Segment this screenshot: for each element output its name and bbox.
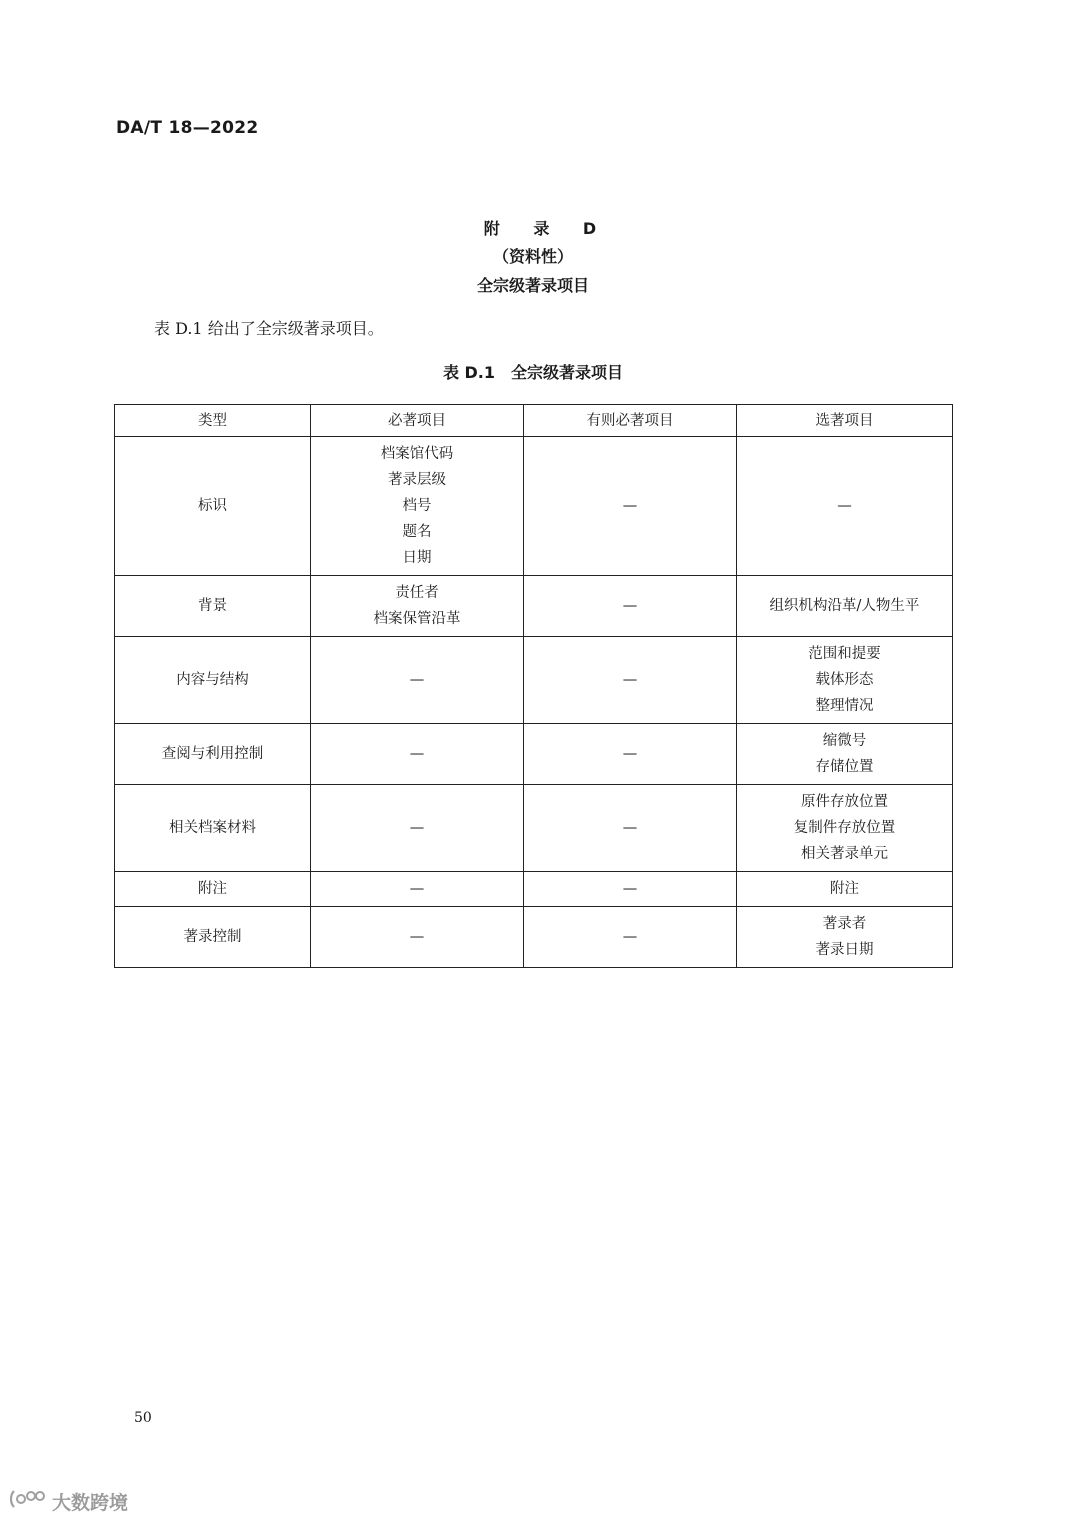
table-row: [115, 576, 953, 637]
cell-optional: [737, 724, 953, 785]
cell-item: 著录日期: [815, 942, 874, 958]
cell-lines: [311, 872, 523, 906]
cell-lines: [311, 576, 523, 636]
cell-item: 档案保管沿革: [373, 611, 461, 627]
watermark: [8, 1487, 128, 1516]
cell-lines: [737, 589, 952, 623]
cell-item: 题名: [402, 524, 432, 540]
cell-item: 责任者: [395, 585, 439, 601]
cell-item: —: [622, 672, 638, 688]
cell-optional: [737, 437, 953, 576]
cell-type: 著录控制: [115, 907, 311, 968]
cell-lines: [737, 785, 952, 871]
cell-lines: [524, 872, 736, 906]
cell-conditional: [524, 724, 737, 785]
cell-required: [311, 907, 524, 968]
cell-required: [311, 724, 524, 785]
cell-item: —: [409, 881, 425, 897]
cell-required: [311, 576, 524, 637]
column-header-conditional: 有则必著项目: [524, 405, 737, 437]
cell-lines: [311, 663, 523, 697]
cell-lines: [311, 811, 523, 845]
cell-lines: [737, 489, 952, 523]
description-items-table: [114, 404, 953, 968]
column-header-required: 必著项目: [311, 405, 524, 437]
cell-optional: [737, 785, 953, 872]
cell-item: —: [409, 820, 425, 836]
cell-item: 存储位置: [815, 759, 874, 775]
table-row: [115, 872, 953, 907]
page-number: 50: [134, 1410, 152, 1426]
cell-item: 范围和提要: [808, 646, 881, 662]
cell-item: —: [622, 820, 638, 836]
cell-type: 查阅与利用控制: [115, 724, 311, 785]
cell-item: 整理情况: [815, 698, 874, 714]
cell-type: 背景: [115, 576, 311, 637]
cell-required: [311, 637, 524, 724]
cell-item: —: [409, 672, 425, 688]
column-header-type: 类型: [115, 405, 311, 437]
cell-lines: [737, 637, 952, 723]
cell-type: 附注: [115, 872, 311, 907]
cell-optional: [737, 872, 953, 907]
cell-optional: [737, 637, 953, 724]
cell-lines: [524, 489, 736, 523]
table-row: [115, 724, 953, 785]
cell-conditional: [524, 576, 737, 637]
cell-optional: [737, 907, 953, 968]
cell-lines: [311, 437, 523, 575]
cell-item: 相关著录单元: [801, 846, 888, 862]
table-header-row: [115, 405, 953, 437]
table-row: [115, 437, 953, 576]
cell-item: 著录层级: [388, 472, 446, 488]
cell-lines: [311, 737, 523, 771]
cell-lines: [524, 737, 736, 771]
brand-logo-icon: [8, 1487, 48, 1516]
cell-lines: [737, 907, 952, 967]
cell-conditional: [524, 637, 737, 724]
cell-item: 原件存放位置: [801, 794, 888, 810]
appendix-label: 附 录 D: [483, 219, 611, 238]
cell-lines: [311, 920, 523, 954]
cell-required: [311, 872, 524, 907]
cell-conditional: [524, 907, 737, 968]
cell-item: —: [622, 929, 638, 945]
table-row: [115, 637, 953, 724]
cell-item: —: [622, 746, 638, 762]
cell-item: 组织机构沿革/人物生平: [769, 598, 920, 614]
cell-item: 档号: [402, 498, 432, 514]
cell-item: —: [622, 598, 638, 614]
cell-conditional: [524, 437, 737, 576]
cell-item: —: [409, 746, 425, 762]
appendix-nature: （资料性）: [492, 247, 573, 266]
cell-lines: [524, 811, 736, 845]
cell-type: 内容与结构: [115, 637, 311, 724]
cell-item: —: [837, 498, 852, 514]
cell-item: —: [409, 929, 425, 945]
cell-item: 载体形态: [815, 672, 874, 688]
watermark-text: 大数跨境: [52, 1492, 129, 1514]
cell-lines: [737, 872, 952, 906]
cell-required: [311, 785, 524, 872]
cell-item: 缩微号: [822, 733, 867, 749]
cell-optional: [737, 576, 953, 637]
cell-item: 附注: [830, 881, 859, 897]
table-caption: 表 D.1 全宗级著录项目: [442, 363, 624, 382]
column-header-optional: 选著项目: [737, 405, 953, 437]
cell-lines: [524, 589, 736, 623]
intro-paragraph: 表 D.1 给出了全宗级著录项目。: [154, 319, 384, 338]
cell-item: 档案馆代码: [380, 446, 454, 462]
cell-type: 相关档案材料: [115, 785, 311, 872]
cell-required: [311, 437, 524, 576]
cell-lines: [524, 920, 736, 954]
cell-item: 日期: [402, 550, 432, 566]
cell-conditional: [524, 785, 737, 872]
cell-conditional: [524, 872, 737, 907]
table-row: [115, 907, 953, 968]
standard-code: DA/T 18—2022: [116, 118, 259, 138]
cell-item: —: [622, 881, 638, 897]
cell-lines: [737, 724, 952, 784]
cell-item: —: [622, 498, 638, 514]
cell-type: 标识: [115, 437, 311, 576]
appendix-title: 全宗级著录项目: [476, 276, 589, 295]
cell-lines: [524, 663, 736, 697]
cell-item: 著录者: [822, 916, 867, 932]
table-row: [115, 785, 953, 872]
cell-item: 复制件存放位置: [793, 820, 896, 836]
